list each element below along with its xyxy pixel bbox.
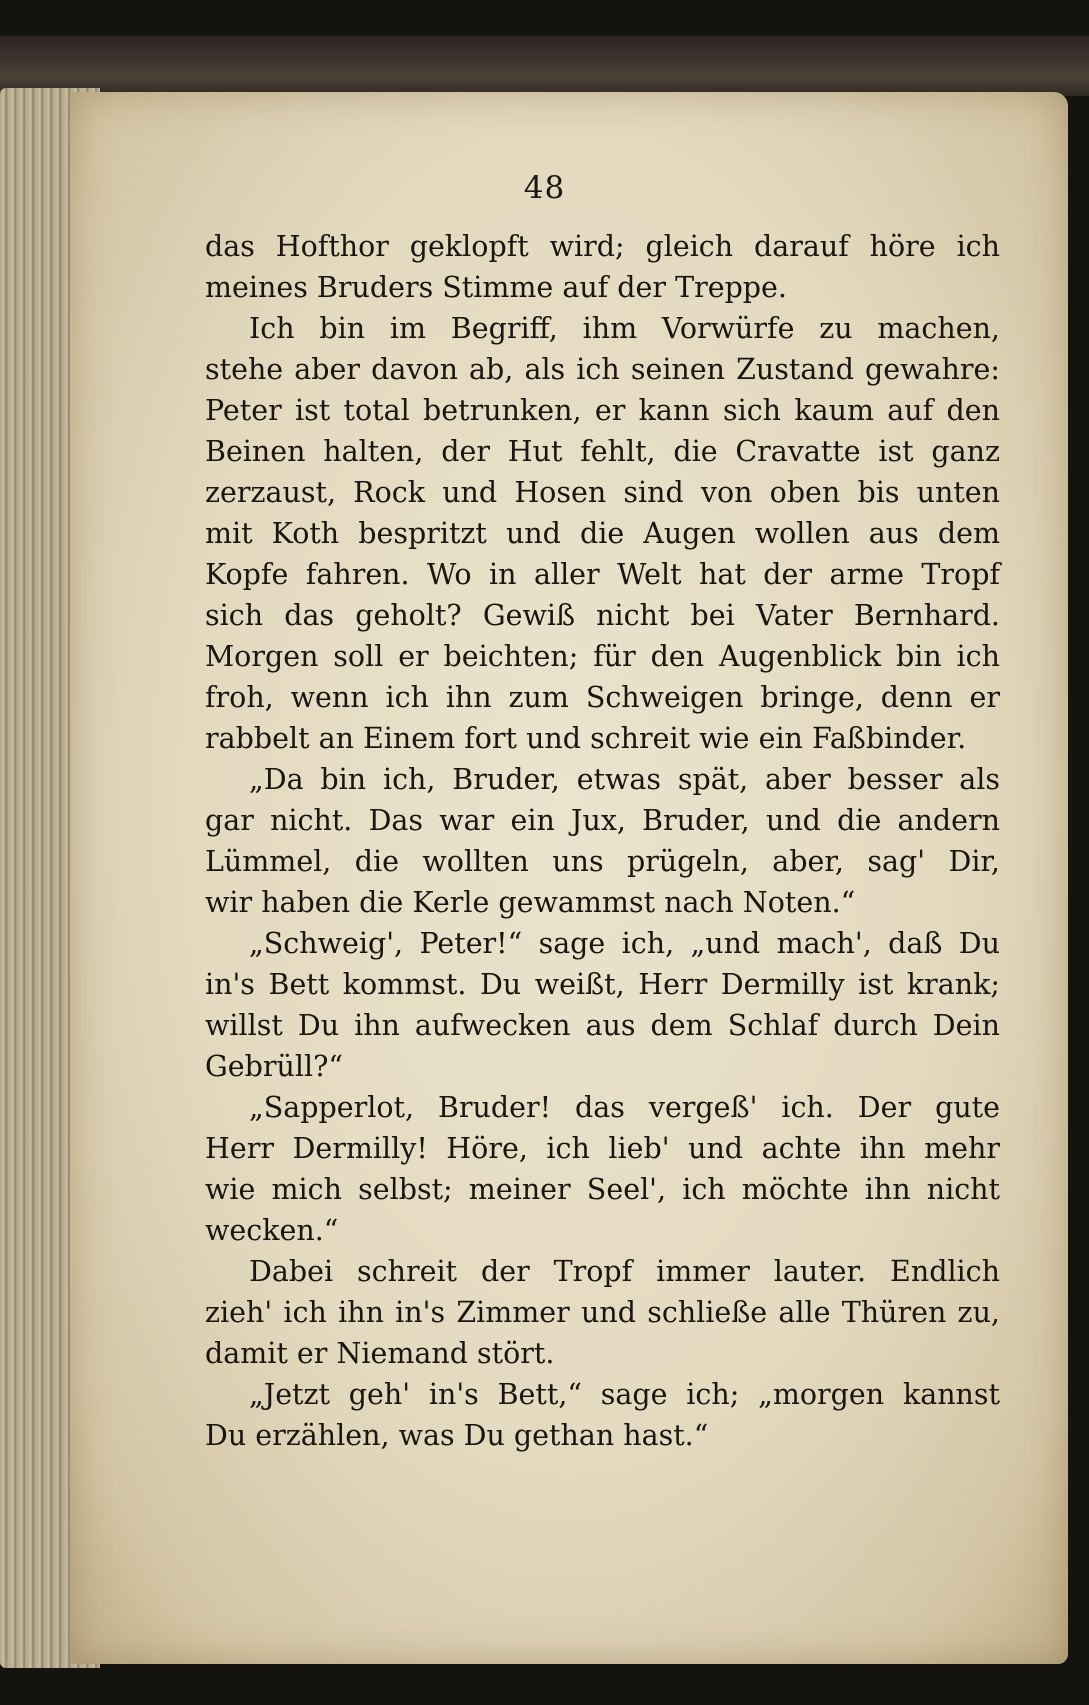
body-text — [205, 226, 1000, 1456]
text-line: „Schweig', Peter!“ sage ich, „und mach', daß Du — [249, 927, 1000, 960]
text-line: willst Du ihn aufwecken aus dem Schlaf durch Dein — [205, 1009, 1000, 1042]
text-line: Du erzählen, was Du gethan hast.“ — [205, 1419, 709, 1452]
text-line: Ich bin im Begriff, ihm Vorwürfe zu machen, — [249, 312, 1000, 345]
text-line: „Da bin ich, Bruder, etwas spät, aber besser als — [249, 763, 1000, 796]
text-line: damit er Niemand stört. — [205, 1337, 555, 1370]
text-line: zieh' ich ihn in's Zimmer und schließe alle Thüren zu, — [205, 1296, 1000, 1329]
text-line: Beinen halten, der Hut fehlt, die Cravatte ist ganz — [205, 435, 1000, 468]
text-line: „Sapperlot, Bruder! das vergeß' ich. Der gute — [249, 1091, 1000, 1124]
text-line: gar nicht. Das war ein Jux, Bruder, und die andern — [205, 804, 1000, 837]
text-line: sich das geholt? Gewiß nicht bei Vater Bernhard. — [205, 599, 1000, 632]
text-line: Gebrüll?“ — [205, 1050, 343, 1083]
text-line: Dabei schreit der Tropf immer lauter. Endlich — [249, 1255, 1000, 1288]
text-line: wir haben die Kerle gewammst nach Noten.“ — [205, 886, 856, 919]
text-line: Morgen soll er beichten; für den Augenblick bin ich — [205, 640, 1000, 673]
text-line: rabbelt an Einem fort und schreit wie ein Faßbinder. — [205, 722, 967, 755]
text-line: in's Bett kommst. Du weißt, Herr Dermilly ist krank; — [205, 968, 1000, 1001]
text-line: meines Bruders Stimme auf der Treppe. — [205, 271, 787, 304]
text-line: froh, wenn ich ihn zum Schweigen bringe, denn er — [205, 681, 1000, 714]
text-line: wecken.“ — [205, 1214, 339, 1247]
text-line: „Jetzt geh' in's Bett,“ sage ich; „morgen kannst — [249, 1378, 1000, 1411]
text-line: das Hofthor geklopft wird; gleich darauf höre ich — [205, 230, 1000, 263]
text-line: stehe aber davon ab, als ich seinen Zustand gewahre: — [205, 353, 1000, 386]
book-cover-edge — [0, 36, 1089, 96]
text-line: Peter ist total betrunken, er kann sich kaum auf den — [205, 394, 1000, 427]
text-line: wie mich selbst; meiner Seel', ich möchte ihn nicht — [205, 1173, 1000, 1206]
text-line: Herr Dermilly! Höre, ich lieb' und achte ihn mehr — [205, 1132, 1000, 1165]
page-number: 48 — [523, 170, 566, 206]
text-line: zerzaust, Rock und Hosen sind von oben bis unten — [205, 476, 1000, 509]
text-line: Lümmel, die wollten uns prügeln, aber, sag' Dir, — [205, 845, 1000, 878]
text-line: Kopfe fahren. Wo in aller Welt hat der arme Tropf — [205, 558, 1000, 591]
text-line: mit Koth bespritzt und die Augen wollen aus dem — [205, 517, 1000, 550]
